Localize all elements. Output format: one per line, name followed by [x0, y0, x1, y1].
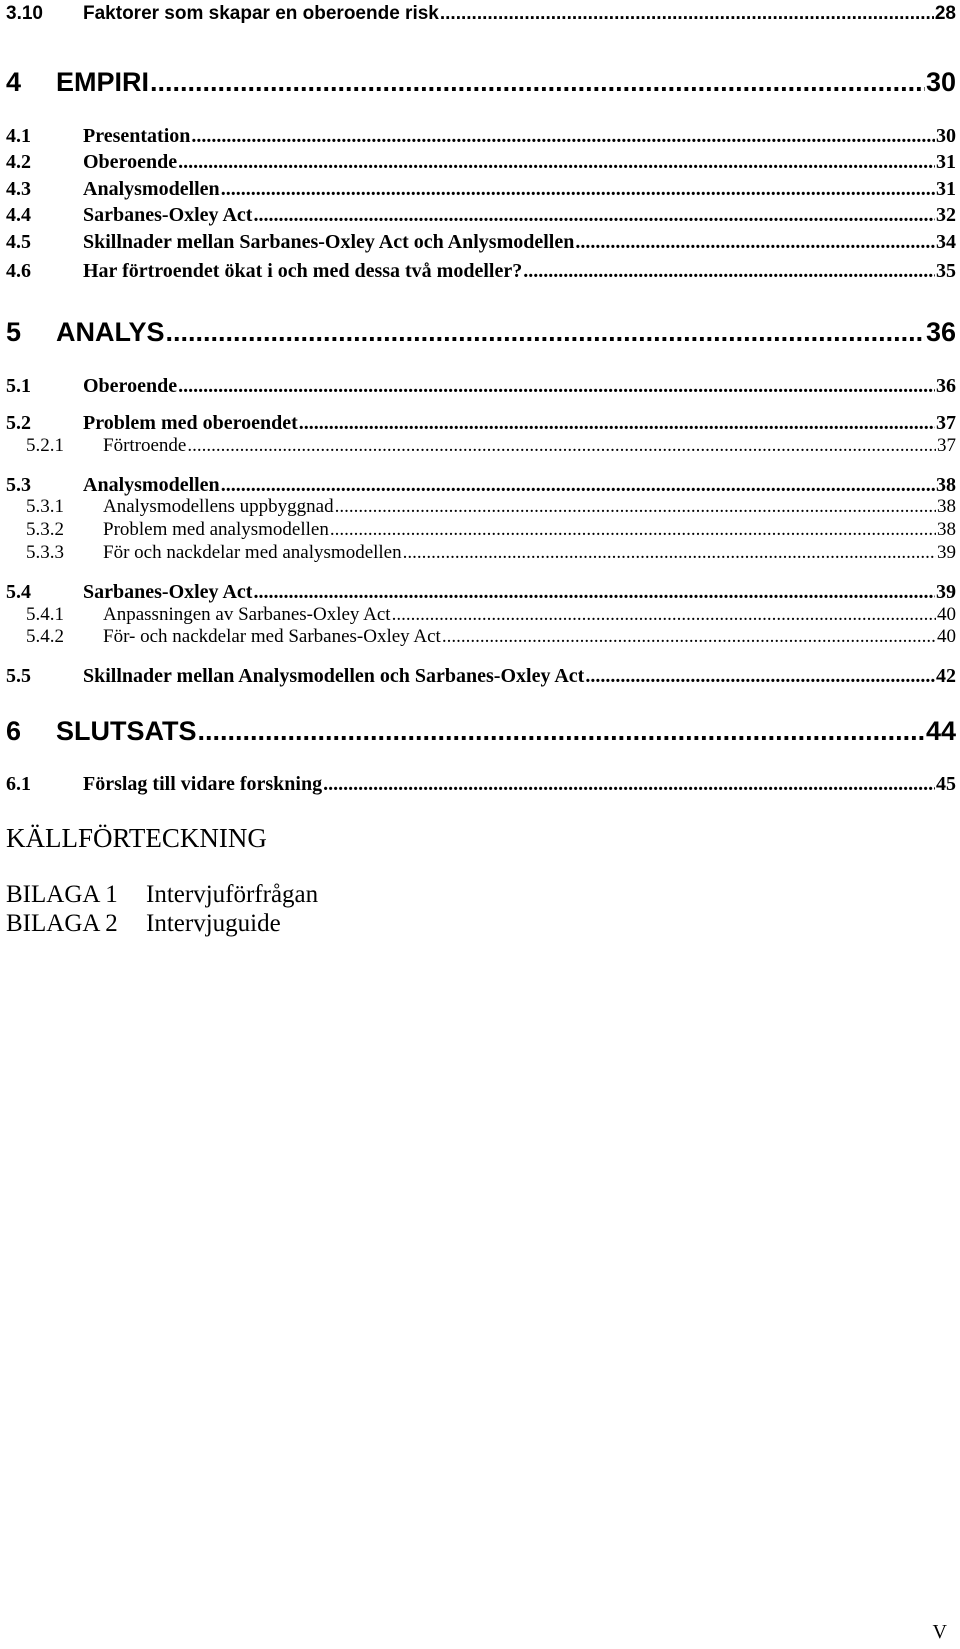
- page-number: V: [932, 1621, 947, 1643]
- dot-leader: [253, 205, 935, 225]
- appendix-label: BILAGA 1: [6, 881, 118, 908]
- toc-page: 38: [937, 519, 956, 540]
- toc-title: Analysmodellen: [83, 474, 220, 496]
- appendix-1[interactable]: [6, 882, 318, 907]
- toc-entry-6-1[interactable]: [6, 774, 956, 794]
- toc-page: 31: [936, 178, 956, 200]
- toc-entry-5[interactable]: [6, 319, 956, 346]
- appendix-label: BILAGA 2: [6, 910, 118, 937]
- toc-number: 6: [6, 716, 22, 746]
- toc-number: 5.2.1: [26, 435, 64, 456]
- toc-entry-5-3-2[interactable]: [26, 520, 956, 539]
- toc-page: 44: [925, 716, 956, 746]
- dot-leader: [299, 413, 935, 433]
- toc-number: 5.4.2: [26, 626, 64, 647]
- toc-page: 39: [936, 581, 956, 603]
- dot-leader: [187, 436, 936, 455]
- toc-title: Förtroende: [103, 435, 187, 456]
- toc-title: Faktorer som skapar en oberoende risk: [83, 3, 439, 24]
- dot-leader: [523, 261, 935, 281]
- toc-title: Problem med analysmodellen: [103, 519, 329, 540]
- toc-entry-4-6[interactable]: [6, 261, 956, 281]
- toc-title: Oberoende: [83, 151, 178, 173]
- toc-page: 28: [934, 3, 956, 24]
- toc-title: Sarbanes-Oxley Act: [83, 204, 253, 226]
- toc-title: SLUTSATS: [56, 716, 197, 746]
- toc-page: 31: [936, 151, 956, 173]
- toc-number: 4: [6, 67, 22, 97]
- toc-entry-5-3[interactable]: [6, 475, 956, 495]
- dot-leader: [253, 582, 935, 602]
- toc-entry-5-4[interactable]: [6, 582, 956, 602]
- toc-title: Anpassningen av Sarbanes-Oxley Act: [103, 604, 391, 625]
- toc-entry-4-4[interactable]: [6, 205, 956, 225]
- references-heading[interactable]: KÄLLFÖRTECKNING: [6, 823, 267, 853]
- dot-leader: [221, 475, 935, 495]
- dot-leader: [191, 126, 935, 146]
- toc-page: 34: [936, 231, 956, 253]
- toc-title: Förslag till vidare forskning: [83, 773, 323, 795]
- toc-entry-5-2-1[interactable]: [26, 436, 956, 455]
- dot-leader: [575, 232, 935, 252]
- dot-leader: [392, 605, 936, 624]
- toc-entry-3-10[interactable]: [6, 4, 956, 23]
- toc-number: 5.3.2: [26, 519, 64, 540]
- toc-number: 5.3.3: [26, 542, 64, 563]
- dot-leader: [330, 520, 936, 539]
- dot-leader: [221, 179, 935, 199]
- dot-leader: [442, 627, 936, 646]
- toc-number: 4.1: [6, 125, 31, 147]
- toc-title: För- och nackdelar med Sarbanes-Oxley Act: [103, 626, 441, 647]
- toc-page: 42: [936, 665, 956, 687]
- dot-leader: [198, 718, 925, 745]
- toc-number: 5.2: [6, 412, 31, 434]
- toc-page: 40: [937, 626, 956, 647]
- toc-entry-5-3-3[interactable]: [26, 543, 956, 562]
- toc-entry-4-3[interactable]: [6, 179, 956, 199]
- toc-page: 35: [936, 260, 956, 282]
- toc-entry-5-3-1[interactable]: [26, 497, 956, 516]
- toc-number: 5.3: [6, 474, 31, 496]
- toc-number: 5: [6, 317, 22, 347]
- toc-number: 4.3: [6, 178, 31, 200]
- toc-entry-4-1[interactable]: [6, 126, 956, 146]
- toc-page: 36: [936, 375, 956, 397]
- dot-leader: [178, 376, 935, 396]
- toc-title: För och nackdelar med analysmodellen: [103, 542, 402, 563]
- toc-number: 5.4.1: [26, 604, 64, 625]
- toc-number: 3.10: [6, 3, 43, 24]
- dot-leader: [335, 497, 936, 516]
- toc-number: 4.5: [6, 231, 31, 253]
- toc-entry-4[interactable]: [6, 69, 956, 96]
- dot-leader: [166, 319, 925, 346]
- toc-page: 37: [937, 435, 956, 456]
- toc-page: 40: [937, 604, 956, 625]
- toc-entry-5-2[interactable]: [6, 413, 956, 433]
- toc-number: 5.1: [6, 375, 31, 397]
- toc-page: 30: [936, 125, 956, 147]
- dot-leader: [150, 69, 925, 96]
- dot-leader: [403, 543, 936, 562]
- toc-entry-5-4-1[interactable]: [26, 605, 956, 624]
- toc-entry-4-5[interactable]: [6, 232, 956, 252]
- dot-leader: [178, 152, 935, 172]
- toc-title: Har förtroendet ökat i och med dessa två modeller?: [83, 260, 523, 282]
- toc-page: 39: [937, 542, 956, 563]
- dot-leader: [323, 774, 935, 794]
- toc-number: 5.3.1: [26, 496, 64, 517]
- toc-entry-4-2[interactable]: [6, 152, 956, 172]
- toc-title: Oberoende: [83, 375, 178, 397]
- toc-page: 38: [937, 496, 956, 517]
- toc-page: 32: [936, 204, 956, 226]
- toc-entry-6[interactable]: [6, 718, 956, 745]
- dot-leader: [440, 4, 934, 23]
- toc-title: Skillnader mellan Sarbanes-Oxley Act och Anlysmodellen: [83, 231, 575, 253]
- toc-number: 4.4: [6, 204, 31, 226]
- toc-title: EMPIRI: [56, 67, 150, 97]
- toc-title: Analysmodellens uppbyggnad: [103, 496, 334, 517]
- toc-number: 5.5: [6, 665, 31, 687]
- toc-title: Analysmodellen: [83, 178, 220, 200]
- toc-title: Presentation: [83, 125, 191, 147]
- toc-title: Problem med oberoendet: [83, 412, 298, 434]
- toc-page: 38: [936, 474, 956, 496]
- appendix-2[interactable]: [6, 911, 281, 936]
- toc-number: 4.2: [6, 151, 31, 173]
- toc-title: Skillnader mellan Analysmodellen och Sarbanes-Oxley Act: [83, 665, 585, 687]
- toc-entry-5-4-2[interactable]: [26, 627, 956, 646]
- toc-number: 4.6: [6, 260, 31, 282]
- appendix-title: Intervjuförfrågan: [146, 881, 319, 908]
- toc-page: 45: [936, 773, 956, 795]
- toc-page: 37: [936, 412, 956, 434]
- toc-title: ANALYS: [56, 317, 165, 347]
- toc-page: 30: [925, 67, 956, 97]
- toc-page: 36: [925, 317, 956, 347]
- appendix-title: Intervjuguide: [146, 910, 281, 937]
- toc-entry-5-1[interactable]: [6, 376, 956, 396]
- toc-entry-5-5[interactable]: [6, 666, 956, 686]
- dot-leader: [585, 666, 935, 686]
- toc-number: 6.1: [6, 773, 31, 795]
- toc-number: 5.4: [6, 581, 31, 603]
- toc-title: Sarbanes-Oxley Act: [83, 581, 253, 603]
